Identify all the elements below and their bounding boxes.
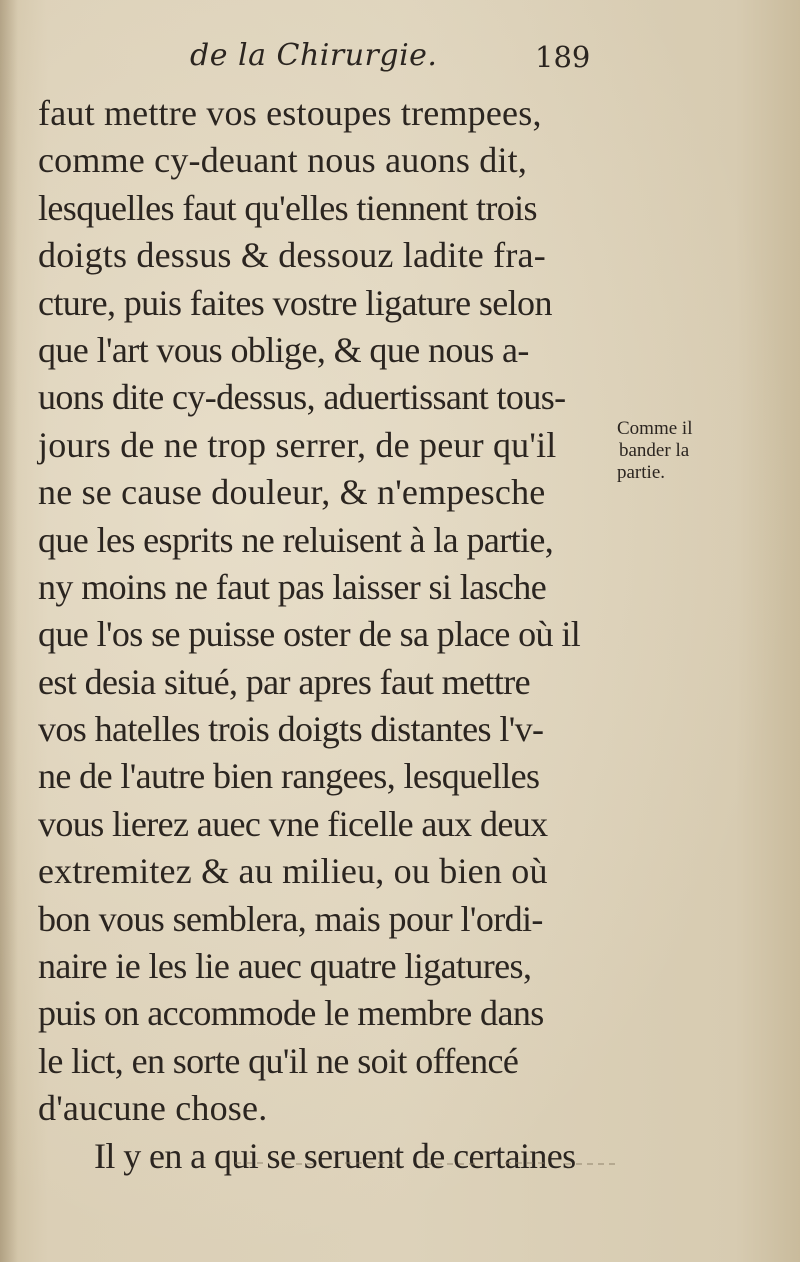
text-line: lesquelles faut qu'elles tiennent trois <box>38 187 537 228</box>
margin-note <box>617 418 737 484</box>
margin-note-line: partie. <box>617 462 666 483</box>
main-text-block <box>38 90 628 1180</box>
text-line: jours de ne trop serrer, de peur qu'il <box>38 424 557 465</box>
page-number: 189 <box>535 40 591 74</box>
text-line: que l'os se puisse oster de sa place où il <box>38 614 581 655</box>
page-header <box>190 38 610 86</box>
margin-note-line: bander la <box>619 440 690 461</box>
text-line: uons dite cy-dessus, aduertissant tous- <box>38 377 566 418</box>
text-line: puis on accommode le membre dans <box>38 993 544 1034</box>
text-line: est desia situé, par apres faut mettre <box>38 661 530 702</box>
text-line: ne de l'autre bien rangees, lesquelles <box>38 756 540 797</box>
text-line: le lict, en sorte qu'il ne soit offencé <box>38 1040 519 1081</box>
running-head: de la Chirurgie. <box>190 38 438 73</box>
text-line: faut mettre vos estoupes trempees, <box>38 93 542 133</box>
bleed-through-marks <box>225 1158 625 1168</box>
text-line: doigts dessus & dessouz ladite fra- <box>38 235 546 276</box>
text-line: que l'art vous oblige, & que nous a- <box>38 329 529 370</box>
text-line: vous lierez auec vne ficelle aux deux <box>38 803 548 844</box>
text-line: cture, puis faites vostre ligature selon <box>38 282 552 323</box>
page-gutter-shadow <box>0 0 18 1262</box>
text-line: comme cy-deuant nous auons dit, <box>38 140 528 181</box>
text-line: ny moins ne faut pas laisser si lasche <box>38 566 547 607</box>
text-line: vos hatelles trois doigts distantes l'v- <box>38 709 544 750</box>
text-line: extremitez & au milieu, ou bien où <box>38 851 548 892</box>
text-line: naire ie les lie auec quatre ligatures, <box>38 946 532 987</box>
text-line: d'aucune chose. <box>38 1088 268 1129</box>
text-line: ne se cause douleur, & n'empesche <box>38 472 546 513</box>
text-line: bon vous semblera, mais pour l'ordi- <box>38 898 543 939</box>
text-line-paragraph-start: Il y en a qui se seruent de certaines <box>94 1135 576 1176</box>
text-line: que les esprits ne reluisent à la partie, <box>38 519 554 560</box>
margin-note-line: Comme il <box>617 418 693 439</box>
